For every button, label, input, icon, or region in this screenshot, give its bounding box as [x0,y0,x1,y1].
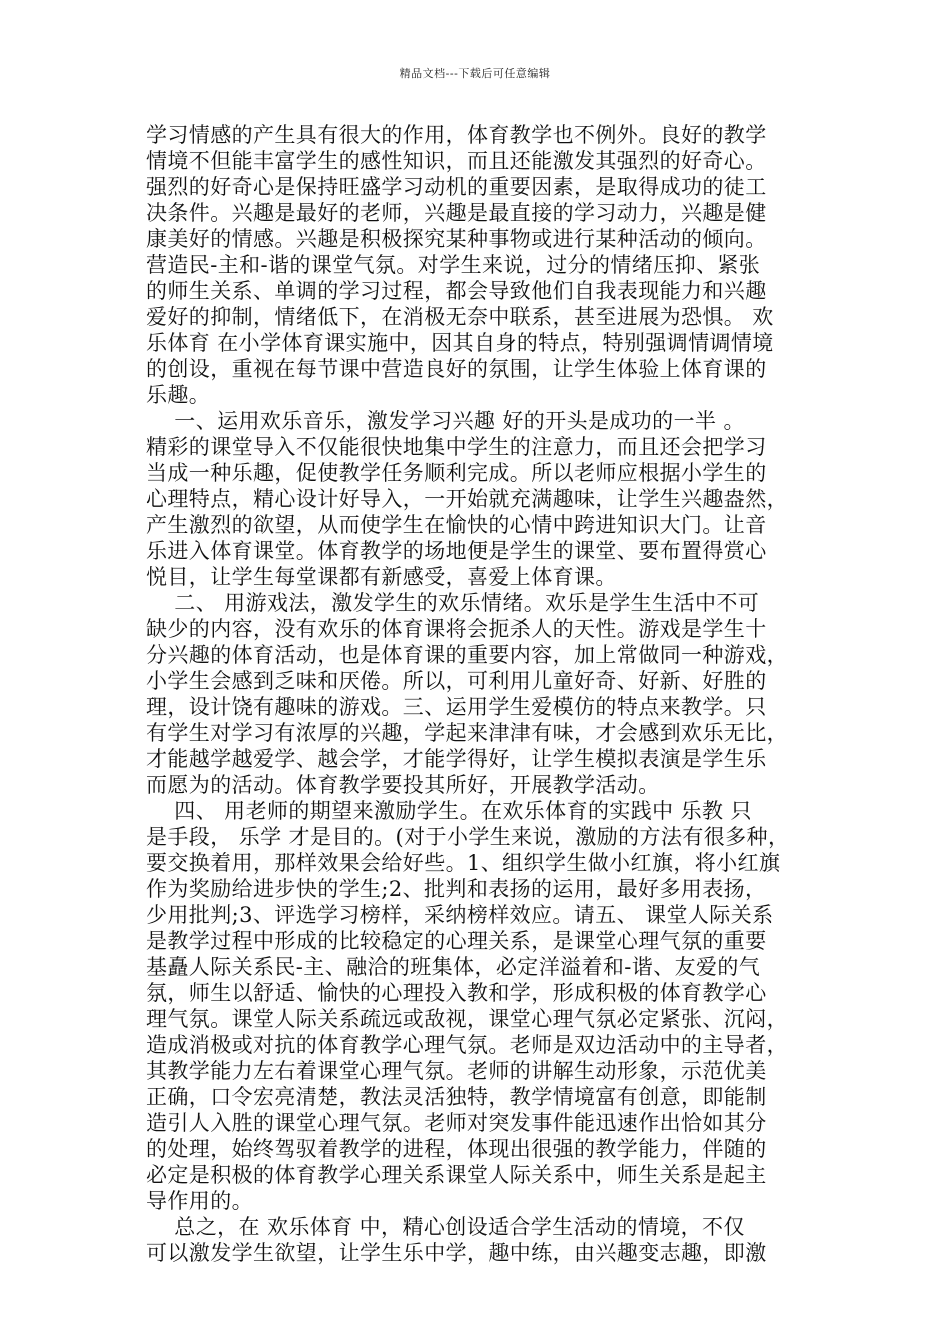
page-header: 精品文档---下载后可任意编辑 [399,67,551,80]
text-line: 必定是积极的体育教学心理关系课堂人际关系中，师生关系是起主 [146,1163,767,1187]
text-line: 是手段， 乐学 才是目的。(对于小学生来说，激励的方法有很多种， [146,825,790,849]
text-line: 决条件。兴趣是最好的老师，兴趣是最直接的学习动力，兴趣是健 [146,201,767,225]
text-line: 的师生关系、单调的学习过程，都会导致他们自我表现能力和兴趣 [146,279,767,303]
text-line: 总之，在 欢乐体育 中，精心创设适合学生活动的情境，不仅 [146,1215,745,1239]
text-line: 营造民-主和-谐的课堂气氛。对学生来说，过分的情绪压抑、紧张 [146,253,761,277]
text-line: 产生激烈的欲望，从而使学生在愉快的心情中跨进知识大门。让音 [146,513,767,537]
text-line: 有学生对学习有浓厚的兴趣，学起来津津有味，才会感到欢乐无比， [146,721,788,745]
text-line: 精彩的课堂导入不仅能很快地集中学生的注意力，而且还会把学习 [146,435,767,459]
text-line: 导作用的。 [146,1189,253,1213]
text-line: 康美好的情感。兴趣是积极探究某种事物或进行某种活动的倾向。 [146,227,767,251]
text-line: 作为奖励给进步快的学生;2、批判和表扬的运用，最好多用表扬， [146,877,767,901]
text-line: 的处理，始终驾驭着教学的进程，体现出很强的教学能力，伴随的 [146,1137,767,1161]
text-line: 爱好的抑制，情绪低下，在消极无奈中联系，甚至进展为恐惧。 欢 [146,305,774,329]
text-line: 小学生会感到乏味和厌倦。所以，可利用儿童好奇、好新、好胜的 [146,669,767,693]
text-line: 的创设，重视在每节课中营造良好的氛围，让学生体验上体育课的 [146,357,767,381]
text-line: 分兴趣的体育活动，也是体育课的重要内容，加上常做同一种游戏， [146,643,788,667]
text-line: 乐体育 在小学体育课实施中，因其自身的特点，特别强调情调情境 [146,331,774,355]
text-line: 可以激发学生欲望，让学生乐中学，趣中练，由兴趣变志趣，即激 [146,1241,767,1265]
text-line: 而愿为的活动。体育教学要投其所好，开展教学活动。 [146,773,660,797]
text-line: 强烈的好奇心是保持旺盛学习动机的重要因素，是取得成功的徒工 [146,175,767,199]
text-line: 心理特点，精心设计好导入，一开始就充满趣味，让学生兴趣盎然， [146,487,788,511]
text-line: 要交换着用，那样效果会给好些。1、组织学生做小红旗，将小红旗 [146,851,781,875]
text-line: 悦目，让学生每堂课都有新感受，喜爱上体育课。 [146,565,617,589]
text-line: 才能越学越爱学、越会学，才能学得好，让学生模拟表演是学生乐 [146,747,767,771]
text-line: 四、 用老师的期望来激励学生。在欢乐体育的实践中 乐教 只 [146,799,752,823]
document-body [146,122,812,1266]
text-line: 氛，师生以舒适、愉快的心理投入教和学，形成积极的体育教学心 [146,981,767,1005]
text-line: 学习情感的产生具有很大的作用，体育教学也不例外。良好的教学 [146,123,767,147]
text-line: 理，设计饶有趣味的游戏。三、运用学生爱模仿的特点来教学。只 [146,695,767,719]
text-line: 情境不但能丰富学生的感性知识，而且还能激发其强烈的好奇心。 [146,149,767,173]
text-line: 基矗人际关系民-主、融洽的班集体，必定洋溢着和-谐、友爱的气 [146,955,761,979]
text-line: 正确，口令宏亮清楚，教法灵活独特，教学情境富有创意，即能制 [146,1085,767,1109]
text-line: 当成一种乐趣，促使教学任务顺利完成。所以老师应根据小学生的 [146,461,767,485]
text-line: 其教学能力左右着课堂心理气氛。老师的讲解生动形象，示范优美 [146,1059,767,1083]
text-line: 乐进入体育课堂。体育教学的场地便是学生的课堂、要布置得赏心 [146,539,767,563]
text-line: 理气氛。课堂人际关系疏远或敌视，课堂心理气氛必定紧张、沉闷， [146,1007,788,1031]
text-line: 一、运用欢乐音乐，激发学习兴趣 好的开头是成功的一半 。 [146,409,745,433]
text-line: 是教学过程中形成的比较稳定的心理关系，是课堂心理气氛的重要 [146,929,767,953]
text-line: 造成消极或对抗的体育教学心理气氛。老师是双边活动中的主导者， [146,1033,788,1057]
text-line: 乐趣。 [146,383,211,407]
text-line: 造引人入胜的课堂心理气氛。老师对突发事件能迅速作出恰如其分 [146,1111,767,1135]
text-line: 缺少的内容，没有欢乐的体育课将会扼杀人的天性。游戏是学生十 [146,617,767,641]
text-line: 二、 用游戏法，激发学生的欢乐情绪。欢乐是学生生活中不可 [146,591,760,615]
text-line: 少用批判;3、评选学习榜样，采纳榜样效应。请五、 课堂人际关系 [146,903,774,927]
